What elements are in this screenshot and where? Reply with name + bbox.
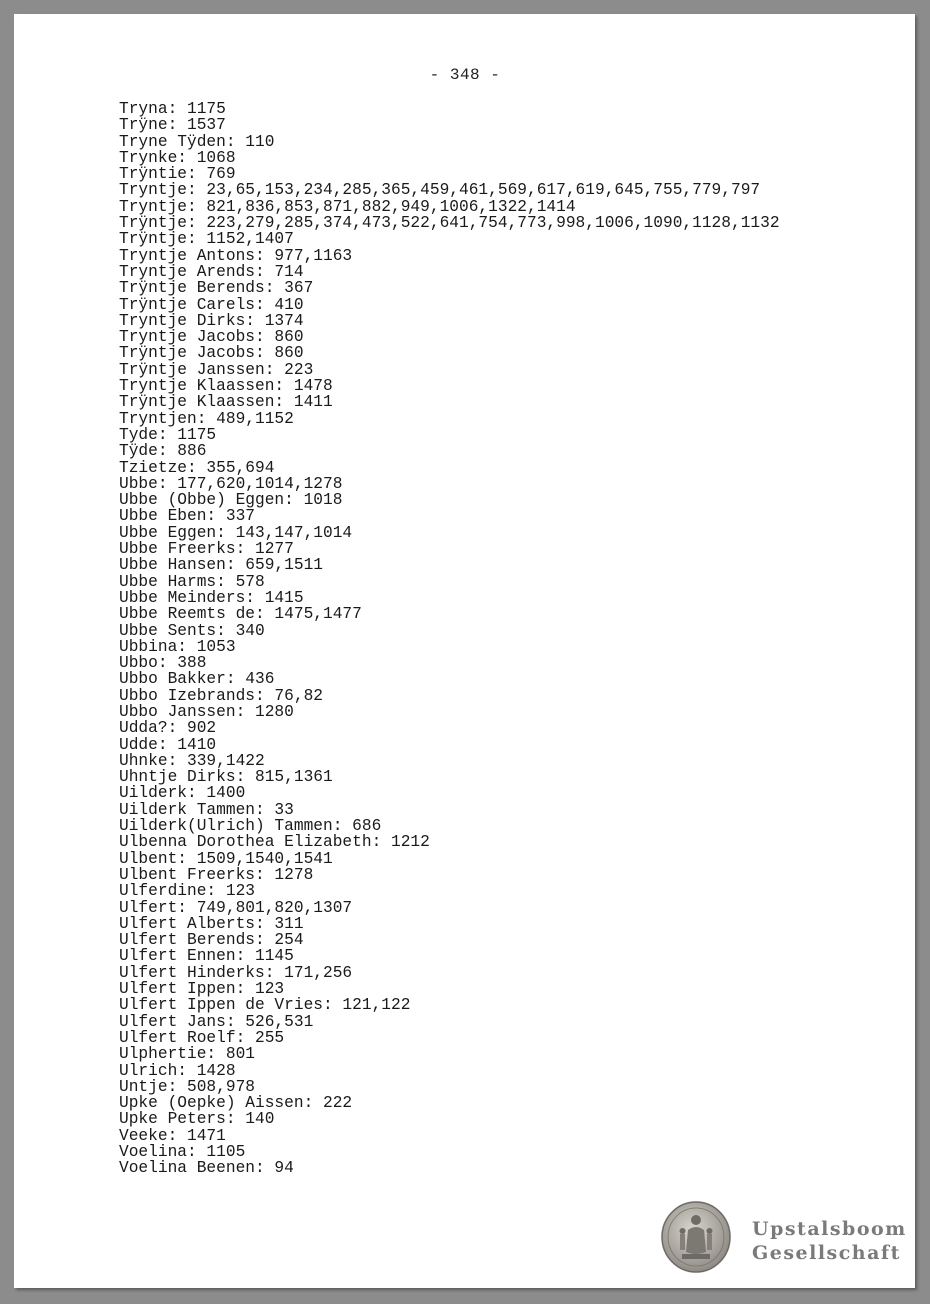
index-entry: Ulfert Ippen de Vries: 121,122 xyxy=(119,996,411,1015)
index-entry: Ubbo: 388 xyxy=(119,654,207,673)
index-entry-list xyxy=(119,101,780,1177)
index-entry: Ulbent: 1509,1540,1541 xyxy=(119,849,333,868)
index-entry: Trÿntje: 223,279,285,374,473,522,641,754,773,998,1006,1090,1128,1132 xyxy=(119,214,780,233)
index-entry: Ulphertie: 801 xyxy=(119,1045,255,1064)
index-entry: Upke (Oepke) Aissen: 222 xyxy=(119,1094,353,1113)
index-entry: Trÿntje Janssen: 223 xyxy=(119,360,314,379)
index-entry: Voelina: 1105 xyxy=(119,1143,246,1161)
index-entry: Tzietze: 355,694 xyxy=(119,458,275,477)
index-entry: Tryntje Antons: 977,1163 xyxy=(119,246,353,265)
index-entry: Ubbe Sents: 340 xyxy=(119,621,265,640)
index-entry: Ubbe Harms: 578 xyxy=(119,572,265,591)
index-entry: Ulfert Hinderks: 171,256 xyxy=(119,963,353,982)
index-entry: Trÿntje Klaassen: 1411 xyxy=(119,393,333,412)
index-entry: Ulrich: 1428 xyxy=(119,1061,236,1080)
index-entry: Tryne Tÿden: 110 xyxy=(119,132,275,151)
index-entry: Ubbe (Obbe) Eggen: 1018 xyxy=(119,491,343,510)
upstalsboom-seal-icon xyxy=(660,1200,732,1274)
index-entry: Ubbo Bakker: 436 xyxy=(119,670,275,689)
page-number: - 348 - xyxy=(429,66,501,84)
index-entry: Ubbe Meinders: 1415 xyxy=(119,588,304,607)
index-entry: Uilderk Tammen: 33 xyxy=(119,800,294,819)
index-entry: Tryntje: 821,836,853,871,882,949,1006,1322,1414 xyxy=(119,197,576,216)
index-entry: Trÿntje Berends: 367 xyxy=(119,279,314,298)
index-entry: Tryntjen: 489,1152 xyxy=(119,409,294,428)
index-entry: Trÿne: 1537 xyxy=(119,116,226,135)
index-entry: Veeke: 1471 xyxy=(119,1126,226,1145)
index-entry: Uhntje Dirks: 815,1361 xyxy=(119,768,333,787)
index-entry: Ulfert Ennen: 1145 xyxy=(119,947,294,966)
index-entry: Ulfert Berends: 254 xyxy=(119,931,304,950)
index-entry: Uhnke: 339,1422 xyxy=(119,751,265,770)
index-entry: Ubbo Izebrands: 76,82 xyxy=(119,686,323,705)
index-entry: Uilderk(Ulrich) Tammen: 686 xyxy=(119,817,382,836)
index-entry: Tryna: 1175 xyxy=(119,100,226,118)
index-entry: Ulfert Roelf: 255 xyxy=(119,1028,285,1047)
index-entry: Ubbo Janssen: 1280 xyxy=(119,702,294,721)
index-entry: Tryntje Jacobs: 860 xyxy=(119,328,304,347)
index-entry: Tÿde: 886 xyxy=(119,442,207,461)
index-entry: Ubbe Freerks: 1277 xyxy=(119,540,294,559)
index-entry: Voelina Beenen: 94 xyxy=(119,1159,294,1178)
index-entry: Ubbe Eggen: 143,147,1014 xyxy=(119,523,353,542)
index-entry: Uilderk: 1400 xyxy=(119,784,246,803)
brand-line-1: Upstalsboom xyxy=(752,1218,907,1240)
index-entry: Ulfert Ippen: 123 xyxy=(119,980,285,999)
brand-line-2: Gesellschaft xyxy=(752,1242,901,1264)
index-entry: Tryntje Arends: 714 xyxy=(119,262,304,281)
index-entry: Trÿntje Jacobs: 860 xyxy=(119,344,304,363)
index-entry: Ubbe Hansen: 659,1511 xyxy=(119,556,323,575)
index-entry: Trÿntie: 769 xyxy=(119,165,236,184)
index-entry: Trynke: 1068 xyxy=(119,148,236,167)
index-entry: Ubbe Reemts de: 1475,1477 xyxy=(119,605,362,624)
index-entry: Ulferdine: 123 xyxy=(119,882,255,901)
index-entry: Untje: 508,978 xyxy=(119,1077,255,1096)
index-entry: Tryntje: 23,65,153,234,285,365,459,461,569,617,619,645,755,779,797 xyxy=(119,181,761,200)
index-entry: Tyde: 1175 xyxy=(119,425,217,444)
index-entry: Ulfert: 749,801,820,1307 xyxy=(119,898,353,917)
index-entry: Udda?: 902 xyxy=(119,719,217,738)
publisher-brand xyxy=(752,1217,907,1265)
index-entry: Tryntje Klaassen: 1478 xyxy=(119,377,333,396)
index-entry: Udde: 1410 xyxy=(119,735,217,754)
index-entry: Trÿntje Carels: 410 xyxy=(119,295,304,314)
index-entry: Tryntje Dirks: 1374 xyxy=(119,311,304,330)
index-entry: Ulbenna Dorothea Elizabeth: 1212 xyxy=(119,833,430,852)
index-entry: Ubbe Eben: 337 xyxy=(119,507,255,526)
index-entry: Ulfert Jans: 526,531 xyxy=(119,1012,314,1031)
index-entry: Trÿntje: 1152,1407 xyxy=(119,230,294,249)
index-entry: Ulbent Freerks: 1278 xyxy=(119,865,314,884)
index-entry: Ubbina: 1053 xyxy=(119,637,236,656)
index-entry: Ulfert Alberts: 311 xyxy=(119,914,304,933)
index-entry: Upke Peters: 140 xyxy=(119,1110,275,1129)
index-entry: Ubbe: 177,620,1014,1278 xyxy=(119,474,343,493)
